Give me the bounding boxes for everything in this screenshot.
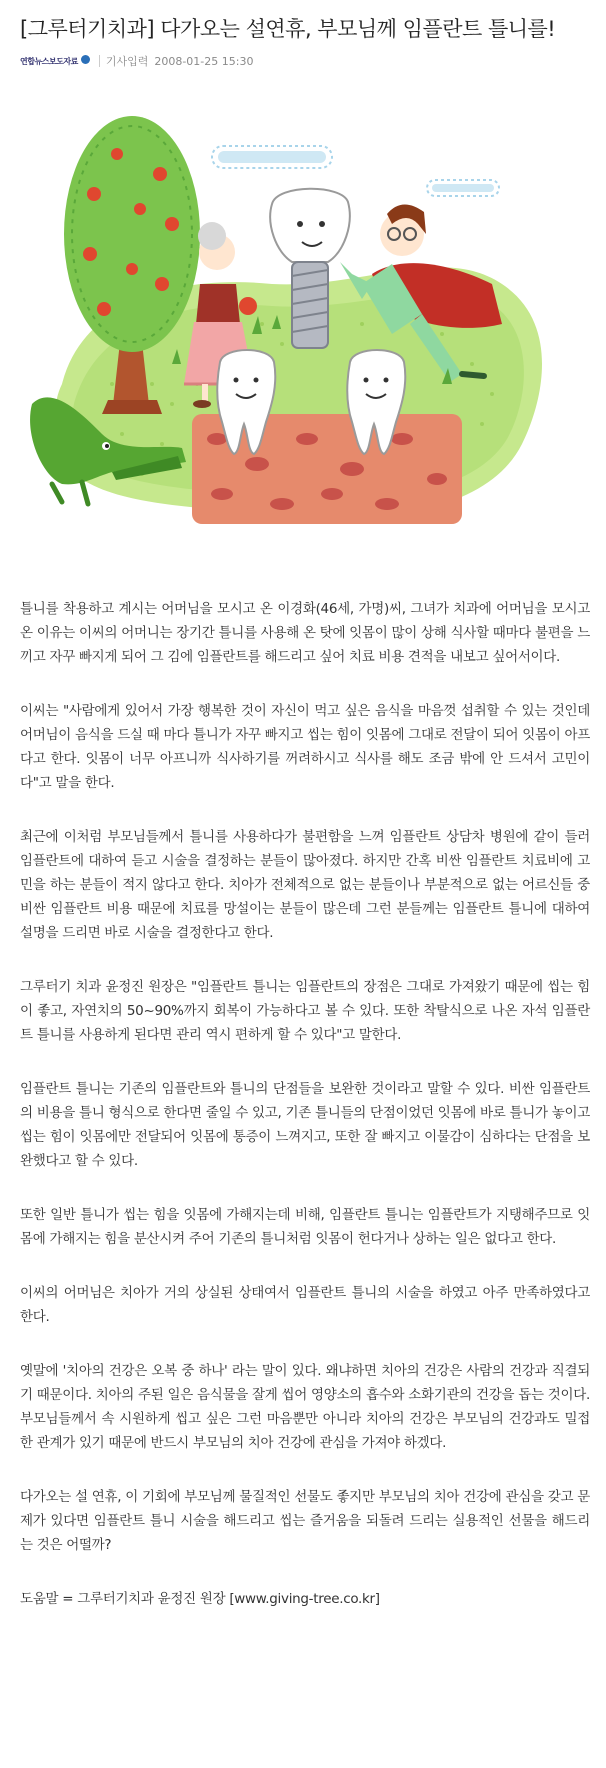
- article-title: [그루터기치과] 다가오는 설연휴, 부모님께 임플란트 틀니를!: [20, 17, 556, 41]
- paragraph: 이씨의 어머님은 치아가 거의 상실된 상태여서 임플란트 틀니의 시술을 하였고 아주 만족하였다고 한다.: [20, 1285, 590, 1325]
- paragraph: 틀니를 착용하고 계시는 어머님을 모시고 온 이경화(46세, 가명)씨, 그녀가 치과에 어머님을 모시고 온 이유는 이씨의 어머니는 장기간 틀니를 사용해 온 탓에 잇몸이 많이 상해 식사할 때마다 불편을 느끼고 자꾸 빠지게 되어 그 김에 임플란트를 해드리고 싶어 치료 비용 견적을 내보고 싶어서이다.: [20, 601, 590, 665]
- article-illustration: [22, 84, 578, 574]
- paragraph: 그루터기 치과 윤정진 원장은 "임플란트 틀니는 임플란트의 장점은 그대로 가져왔기 때문에 씹는 힘이 좋고, 자연치의 50~90%까지 회복이 가능하다고 볼 수 있다. 또한 착탈식으로 나온 자석 임플란트 틀니를 사용하게 된다면 관리 역시 편하게 할 수 있다"고 말한다.: [20, 979, 590, 1043]
- article-meta: [20, 52, 259, 70]
- advice-credit: 도움말 = 그루터기치과 윤정진 원장 [www.giving-tree.co.kr]: [20, 1591, 380, 1607]
- source-logo-text: 연합뉴스보도자료: [20, 56, 78, 66]
- source-logo: [20, 56, 91, 67]
- paragraph: 다가오는 설 연휴, 이 기회에 부모님께 물질적인 선물도 좋지만 부모님의 치아 건강에 관심을 갖고 문제가 있다면 임플란트 틀니 시술을 해드리고 씹는 즐거움을 되돌려 드리는 실용적인 선물을 해드리는 것은 어떨까?: [20, 1489, 590, 1553]
- paragraph: 옛말에 '치아의 건강은 오복 중 하나' 라는 말이 있다. 왜냐하면 치아의 건강은 사람의 건강과 직결되기 때문이다. 치아의 주된 일은 음식물을 잘게 씹어 영양소의 흡수와 소화기관의 건강을 돕는 것이다. 부모님들께서 속 시원하게 씹고 싶은 그런 마음뿐만 아니라 치아의 건강은 부모님의 건강과도 밀접한 관계가 있기 때문에 반드시 부모님의 치아 건강에 관심을 가져야 하겠다.: [20, 1363, 590, 1451]
- article-body: [20, 597, 590, 1641]
- publish-timestamp: [106, 53, 260, 69]
- paragraph: 임플란트 틀니는 기존의 임플란트와 틀니의 단점들을 보완한 것이라고 말할 수 있다. 비싼 임플란트의 비용을 틀니 형식으로 한다면 줄일 수 있고, 기존 틀니들의 단점이었던 잇몸에 바로 틀니가 놓이고 씹는 힘이 잇몸에만 전달되어 잇몸에 통증이 느껴지고, 또한 잘 빠지고 이물감이 심하다는 단점을 보완했다고 할 수 있다.: [20, 1081, 590, 1169]
- paragraph: 최근에 이처럼 부모님들께서 틀니를 사용하다가 불편함을 느껴 임플란트 상담차 병원에 같이 들러 임플란트에 대하여 듣고 시술을 결정하는 분들이 많아졌다. 하지만 간혹 비싼 임플란트 치료비에 고민을 하는 분들이 적지 않다고 한다. 치아가 전체적으로 없는 분들이나 부분적으로 없는 어르신들 중 비싼 임플란트 비용 때문에 치료를 망설이는 분들이 많은데 그런 분들께는 임플란트 틀니에 대하여 설명을 드리면 바로 시술을 결정한다고 한다.: [20, 829, 590, 941]
- date-label: 기사입력: [105, 55, 149, 68]
- source-logo-mark-icon: [81, 55, 90, 64]
- date-value: 2008-01-25 15:30: [154, 55, 254, 68]
- cloud-icon: [212, 146, 499, 196]
- paragraph: 또한 일반 틀니가 씹는 힘을 잇몸에 가해지는데 비해, 임플란트 틀니는 임플란트가 지탱해주므로 잇몸에 가해지는 힘을 분산시켜 주어 기존의 틀니처럼 잇몸이 헌다거나 상하는 일은 없다고 한다.: [20, 1207, 590, 1247]
- paragraph: 이씨는 "사람에게 있어서 가장 행복한 것이 자신이 먹고 싶은 음식을 마음껏 섭취할 수 있는 것인데 어머님이 음식을 드실 때 마다 틀니가 자꾸 빠지고 씹는 힘이 잇몸에 그대로 전달이 되어 잇몸이 아프다고 한다. 잇몸이 너무 아프니까 식사하기를 꺼려하시고 식사를 해도 조금 밖에 안 드셔서 고민이다"고 말을 한다.: [20, 703, 590, 791]
- meta-divider: [99, 55, 100, 67]
